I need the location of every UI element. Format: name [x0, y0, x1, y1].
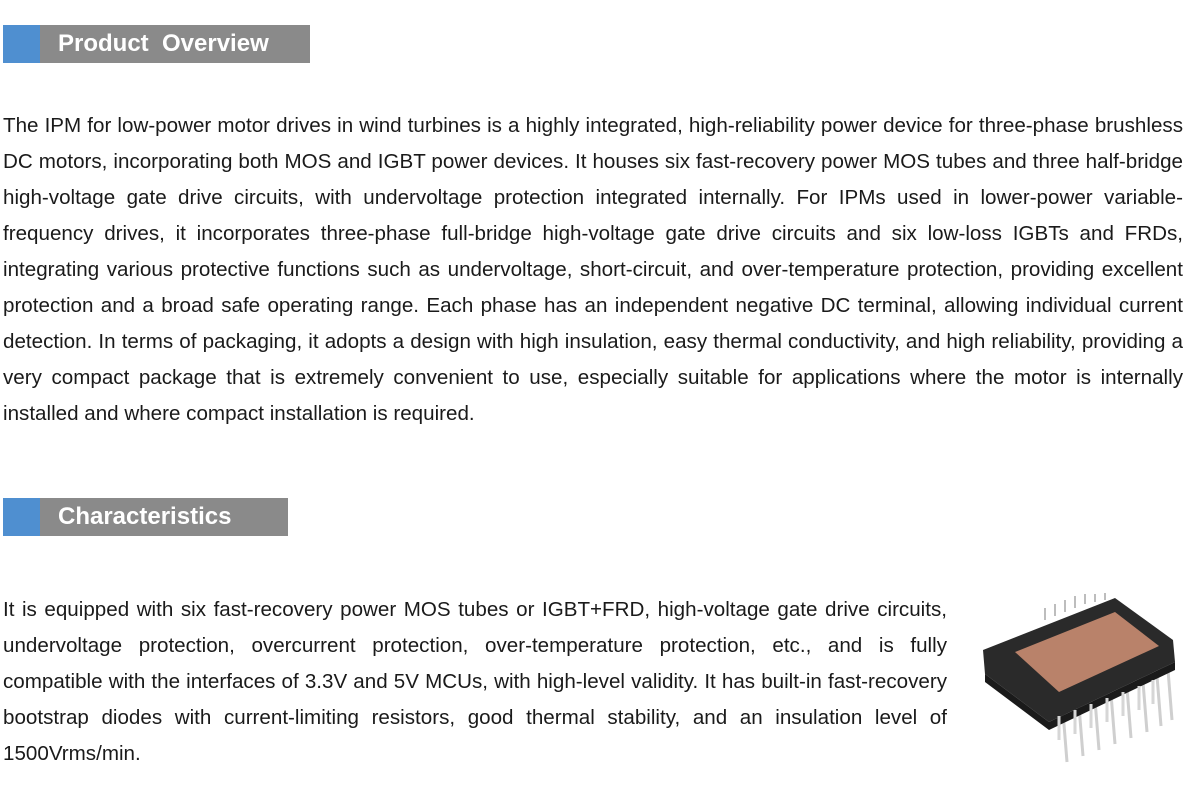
- section-title-characteristics: Characteristics: [40, 498, 288, 536]
- characteristics-paragraph: It is equipped with six fast-recovery power MOS tubes or IGBT+FRD, high-voltage gate drive circuits, undervoltage protection, overcurrent protection, over-temperature protection, etc., and is fully compatible with the interfaces of 3.3V and 5V MCUs, with high-level validity. It has built-in fast-recovery bootstrap diodes with current-limiting resistors, good thermal stability, and an insulation level of 1500Vrms/min.: [3, 598, 947, 765]
- overview-paragraph: The IPM for low-power motor drives in wind turbines is a highly integrated, high-reliability power device for three-phase brushless DC motors, incorporating both MOS and IGBT power devices. It houses six fast-recovery power MOS tubes and three half-bridge high-voltage gate drive circuits, with undervoltage protection integrated internally. For IPMs used in lower-power variable-frequency drives, it incorporates three-phase full-bridge high-voltage gate drive circuits and six low-loss IGBTs and FRDs, integrating various protective functions such as undervoltage, short-circuit, and over-temperature protection, providing excellent protection and a broad safe operating range. Each phase has an independent negative DC terminal, allowing individual current detection. In terms of packaging, it adopts a design with high insulation, easy thermal conductivity, and high reliability, providing a very compact package that is extremely convenient to use, especially suitable for applications where the motor is internally installed and where compact installation is required.: [3, 114, 1183, 425]
- header-accent-bar: [3, 25, 40, 63]
- section-header-characteristics: [3, 498, 288, 536]
- section-title-overview: Product Overview: [40, 25, 310, 63]
- header-accent-bar: [3, 498, 40, 536]
- section-header-overview: [3, 25, 310, 63]
- ipm-module-image: [975, 590, 1180, 780]
